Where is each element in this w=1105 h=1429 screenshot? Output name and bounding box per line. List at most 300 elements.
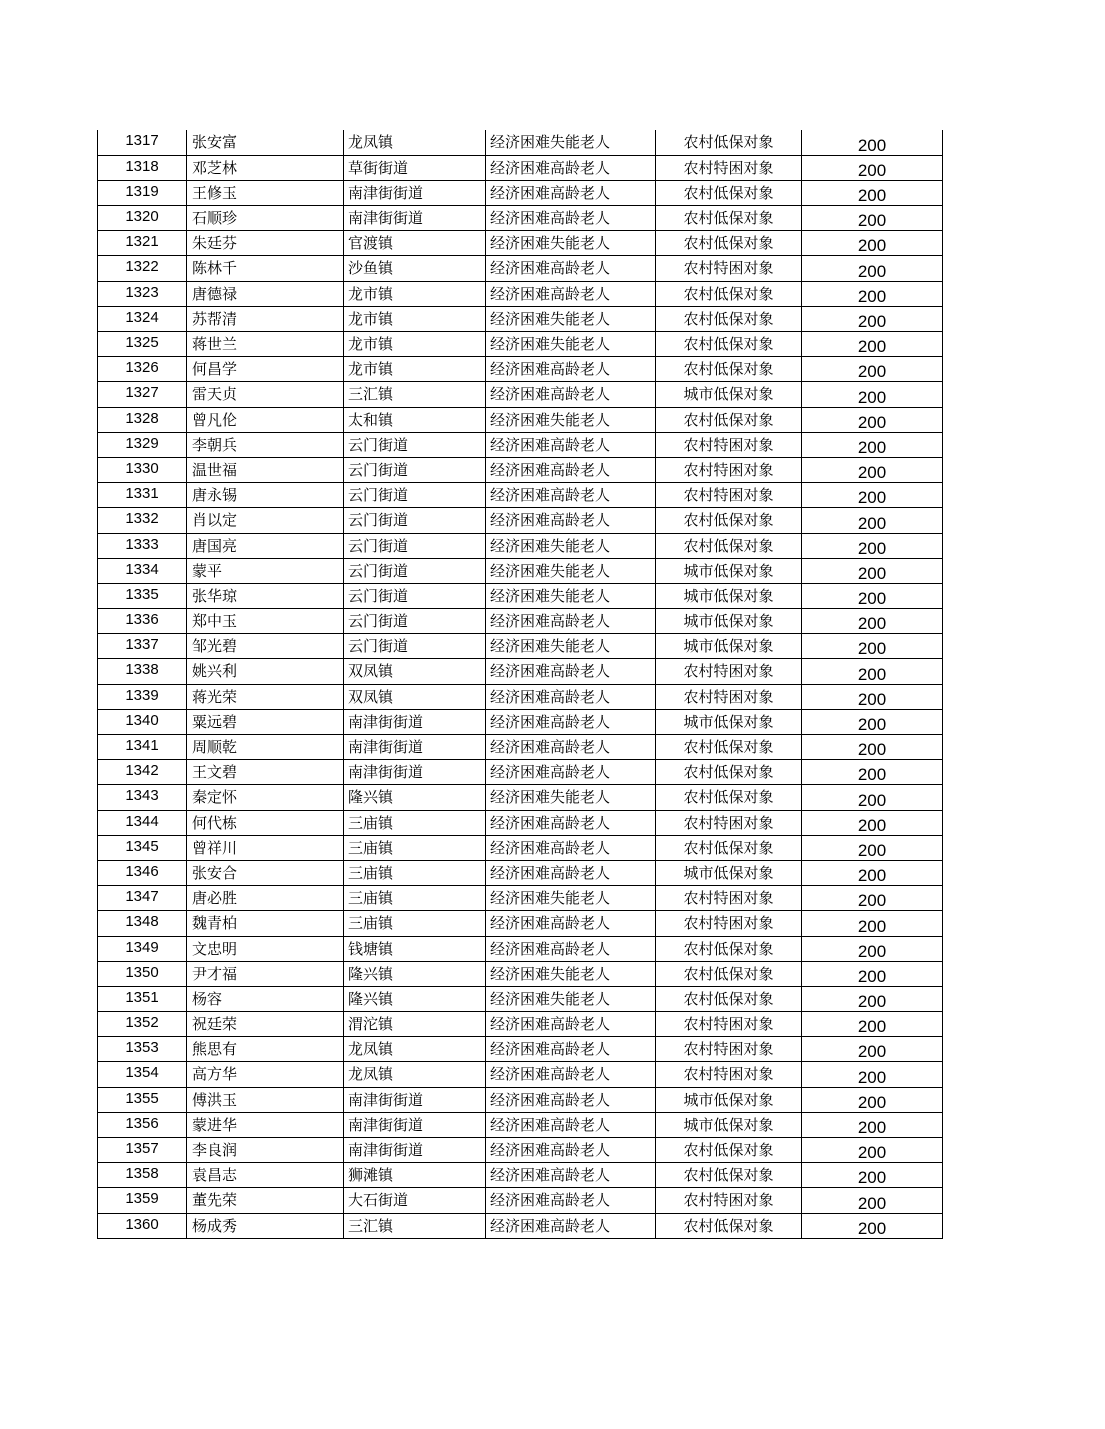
row-number-cell: 1330 [98,457,187,482]
row-number-cell: 1318 [98,155,187,180]
row-number-cell: 1346 [98,860,187,885]
town-cell: 云门街道 [344,432,486,457]
name-cell: 粟远碧 [187,709,344,734]
amount-cell: 200 [802,1138,943,1163]
type-cell: 城市低保对象 [656,634,802,659]
amount-cell: 200 [802,558,943,583]
type-cell: 农村低保对象 [656,785,802,810]
town-cell: 钱塘镇 [344,936,486,961]
table-row [98,432,943,457]
table-row [98,558,943,583]
town-cell: 隆兴镇 [344,986,486,1011]
type-cell: 农村低保对象 [656,130,802,155]
type-cell: 农村特困对象 [656,1062,802,1087]
type-cell: 农村特困对象 [656,483,802,508]
name-cell: 杨容 [187,986,344,1011]
category-cell: 经济困难高龄老人 [486,1037,656,1062]
name-cell: 杨成秀 [187,1213,344,1238]
name-cell: 文忠明 [187,936,344,961]
category-cell: 经济困难高龄老人 [486,760,656,785]
name-cell: 唐永锡 [187,483,344,508]
category-cell: 经济困难高龄老人 [486,382,656,407]
type-cell: 农村特困对象 [656,911,802,936]
town-cell: 狮滩镇 [344,1163,486,1188]
amount-cell: 200 [802,180,943,205]
row-number-cell: 1321 [98,231,187,256]
category-cell: 经济困难失能老人 [486,231,656,256]
row-number-cell: 1336 [98,609,187,634]
table-row [98,1188,943,1213]
amount-cell: 200 [802,281,943,306]
category-cell: 经济困难高龄老人 [486,483,656,508]
table-row [98,810,943,835]
name-cell: 何代栋 [187,810,344,835]
row-number-cell: 1323 [98,281,187,306]
row-number-cell: 1359 [98,1188,187,1213]
category-cell: 经济困难高龄老人 [486,256,656,281]
type-cell: 农村低保对象 [656,306,802,331]
name-cell: 张安合 [187,860,344,885]
amount-cell: 200 [802,508,943,533]
category-cell: 经济困难失能老人 [486,533,656,558]
row-number-cell: 1317 [98,130,187,155]
category-cell: 经济困难高龄老人 [486,735,656,760]
table-row [98,231,943,256]
town-cell: 云门街道 [344,508,486,533]
table-row [98,180,943,205]
town-cell: 三庙镇 [344,911,486,936]
table-row [98,206,943,231]
row-number-cell: 1343 [98,785,187,810]
category-cell: 经济困难高龄老人 [486,206,656,231]
town-cell: 云门街道 [344,457,486,482]
category-cell: 经济困难高龄老人 [486,659,656,684]
amount-cell: 200 [802,1213,943,1238]
amount-cell: 200 [802,1037,943,1062]
table-row [98,1163,943,1188]
category-cell: 经济困难高龄老人 [486,860,656,885]
type-cell: 农村低保对象 [656,332,802,357]
table-row [98,407,943,432]
town-cell: 隆兴镇 [344,785,486,810]
row-number-cell: 1335 [98,583,187,608]
town-cell: 云门街道 [344,583,486,608]
table-row [98,835,943,860]
town-cell: 南津街街道 [344,735,486,760]
row-number-cell: 1326 [98,357,187,382]
table-row [98,785,943,810]
town-cell: 三汇镇 [344,382,486,407]
name-cell: 祝廷荣 [187,1012,344,1037]
row-number-cell: 1354 [98,1062,187,1087]
type-cell: 农村低保对象 [656,835,802,860]
amount-cell: 200 [802,886,943,911]
category-cell: 经济困难失能老人 [486,785,656,810]
row-number-cell: 1339 [98,684,187,709]
amount-cell: 200 [802,785,943,810]
type-cell: 城市低保对象 [656,1087,802,1112]
row-number-cell: 1319 [98,180,187,205]
row-number-cell: 1356 [98,1112,187,1137]
name-cell: 蒋世兰 [187,332,344,357]
table-row [98,911,943,936]
table-row [98,860,943,885]
row-number-cell: 1320 [98,206,187,231]
row-number-cell: 1334 [98,558,187,583]
amount-cell: 200 [802,1112,943,1137]
table-row [98,961,943,986]
category-cell: 经济困难高龄老人 [486,709,656,734]
type-cell: 农村低保对象 [656,281,802,306]
category-cell: 经济困难高龄老人 [486,1012,656,1037]
name-cell: 袁昌志 [187,1163,344,1188]
row-number-cell: 1329 [98,432,187,457]
type-cell: 农村特困对象 [656,457,802,482]
table-row [98,1112,943,1137]
town-cell: 草街街道 [344,155,486,180]
town-cell: 龙凤镇 [344,130,486,155]
table-row [98,130,943,155]
name-cell: 蒙平 [187,558,344,583]
type-cell: 农村低保对象 [656,357,802,382]
category-cell: 经济困难失能老人 [486,886,656,911]
amount-cell: 200 [802,659,943,684]
type-cell: 农村低保对象 [656,735,802,760]
category-cell: 经济困难失能老人 [486,306,656,331]
type-cell: 农村低保对象 [656,986,802,1011]
amount-cell: 200 [802,155,943,180]
row-number-cell: 1348 [98,911,187,936]
amount-cell: 200 [802,457,943,482]
town-cell: 云门街道 [344,533,486,558]
amount-cell: 200 [802,1062,943,1087]
category-cell: 经济困难失能老人 [486,332,656,357]
type-cell: 农村低保对象 [656,533,802,558]
name-cell: 唐德禄 [187,281,344,306]
table-row [98,1087,943,1112]
amount-cell: 200 [802,860,943,885]
type-cell: 农村特困对象 [656,1012,802,1037]
name-cell: 石顺珍 [187,206,344,231]
type-cell: 城市低保对象 [656,382,802,407]
row-number-cell: 1342 [98,760,187,785]
name-cell: 王修玉 [187,180,344,205]
row-number-cell: 1352 [98,1012,187,1037]
town-cell: 云门街道 [344,558,486,583]
category-cell: 经济困难高龄老人 [486,911,656,936]
amount-cell: 200 [802,1087,943,1112]
table-row [98,886,943,911]
type-cell: 城市低保对象 [656,1112,802,1137]
town-cell: 云门街道 [344,634,486,659]
name-cell: 唐必胜 [187,886,344,911]
type-cell: 农村特困对象 [656,684,802,709]
name-cell: 李良润 [187,1138,344,1163]
name-cell: 朱廷芬 [187,231,344,256]
amount-cell: 200 [802,332,943,357]
category-cell: 经济困难失能老人 [486,583,656,608]
category-cell: 经济困难高龄老人 [486,1163,656,1188]
row-number-cell: 1338 [98,659,187,684]
town-cell: 南津街街道 [344,180,486,205]
category-cell: 经济困难高龄老人 [486,180,656,205]
name-cell: 高方华 [187,1062,344,1087]
category-cell: 经济困难失能老人 [486,130,656,155]
table-row [98,659,943,684]
row-number-cell: 1341 [98,735,187,760]
name-cell: 王文碧 [187,760,344,785]
table-row [98,457,943,482]
table-row [98,1062,943,1087]
type-cell: 农村低保对象 [656,508,802,533]
town-cell: 太和镇 [344,407,486,432]
category-cell: 经济困难高龄老人 [486,357,656,382]
table-row [98,1213,943,1238]
type-cell: 农村低保对象 [656,180,802,205]
category-cell: 经济困难高龄老人 [486,835,656,860]
town-cell: 南津街街道 [344,709,486,734]
town-cell: 龙市镇 [344,332,486,357]
table-row [98,256,943,281]
amount-cell: 200 [802,936,943,961]
category-cell: 经济困难高龄老人 [486,432,656,457]
category-cell: 经济困难高龄老人 [486,1213,656,1238]
town-cell: 云门街道 [344,609,486,634]
table-row [98,533,943,558]
town-cell: 南津街街道 [344,1112,486,1137]
town-cell: 三汇镇 [344,1213,486,1238]
town-cell: 沙鱼镇 [344,256,486,281]
row-number-cell: 1332 [98,508,187,533]
row-number-cell: 1322 [98,256,187,281]
category-cell: 经济困难高龄老人 [486,810,656,835]
category-cell: 经济困难失能老人 [486,634,656,659]
table-row [98,508,943,533]
category-cell: 经济困难失能老人 [486,961,656,986]
amount-cell: 200 [802,810,943,835]
amount-cell: 200 [802,130,943,155]
document-page [97,130,943,1239]
town-cell: 龙凤镇 [344,1062,486,1087]
town-cell: 龙市镇 [344,306,486,331]
category-cell: 经济困难高龄老人 [486,457,656,482]
name-cell: 邓芝林 [187,155,344,180]
town-cell: 龙凤镇 [344,1037,486,1062]
table-row [98,684,943,709]
amount-cell: 200 [802,306,943,331]
row-number-cell: 1331 [98,483,187,508]
table-row [98,986,943,1011]
amount-cell: 200 [802,684,943,709]
type-cell: 城市低保对象 [656,609,802,634]
category-cell: 经济困难高龄老人 [486,1087,656,1112]
amount-cell: 200 [802,986,943,1011]
type-cell: 农村低保对象 [656,1163,802,1188]
row-number-cell: 1345 [98,835,187,860]
amount-cell: 200 [802,583,943,608]
type-cell: 城市低保对象 [656,860,802,885]
table-row [98,609,943,634]
name-cell: 李朝兵 [187,432,344,457]
town-cell: 云门街道 [344,483,486,508]
subsidy-table [97,130,943,1239]
town-cell: 南津街街道 [344,1138,486,1163]
town-cell: 南津街街道 [344,1087,486,1112]
town-cell: 三庙镇 [344,810,486,835]
table-row [98,634,943,659]
table-row [98,735,943,760]
type-cell: 农村低保对象 [656,206,802,231]
table-row [98,583,943,608]
row-number-cell: 1357 [98,1138,187,1163]
category-cell: 经济困难高龄老人 [486,684,656,709]
category-cell: 经济困难高龄老人 [486,1138,656,1163]
name-cell: 雷天贞 [187,382,344,407]
type-cell: 农村低保对象 [656,961,802,986]
row-number-cell: 1327 [98,382,187,407]
type-cell: 农村特困对象 [656,432,802,457]
town-cell: 官渡镇 [344,231,486,256]
table-row [98,1012,943,1037]
name-cell: 蒙进华 [187,1112,344,1137]
table-row [98,306,943,331]
amount-cell: 200 [802,634,943,659]
type-cell: 农村特困对象 [656,1037,802,1062]
name-cell: 姚兴利 [187,659,344,684]
name-cell: 曾凡伦 [187,407,344,432]
amount-cell: 200 [802,483,943,508]
amount-cell: 200 [802,1163,943,1188]
table-row [98,760,943,785]
amount-cell: 200 [802,1012,943,1037]
row-number-cell: 1340 [98,709,187,734]
town-cell: 大石街道 [344,1188,486,1213]
town-cell: 渭沱镇 [344,1012,486,1037]
row-number-cell: 1325 [98,332,187,357]
amount-cell: 200 [802,256,943,281]
amount-cell: 200 [802,609,943,634]
name-cell: 熊思有 [187,1037,344,1062]
type-cell: 农村特困对象 [656,155,802,180]
category-cell: 经济困难失能老人 [486,558,656,583]
amount-cell: 200 [802,407,943,432]
town-cell: 南津街街道 [344,760,486,785]
type-cell: 农村低保对象 [656,760,802,785]
table-row [98,332,943,357]
name-cell: 邹光碧 [187,634,344,659]
type-cell: 农村特困对象 [656,659,802,684]
town-cell: 三庙镇 [344,886,486,911]
amount-cell: 200 [802,1188,943,1213]
amount-cell: 200 [802,835,943,860]
type-cell: 农村特困对象 [656,810,802,835]
row-number-cell: 1347 [98,886,187,911]
table-body [98,130,943,1238]
type-cell: 农村低保对象 [656,1138,802,1163]
row-number-cell: 1360 [98,1213,187,1238]
town-cell: 三庙镇 [344,860,486,885]
amount-cell: 200 [802,911,943,936]
row-number-cell: 1333 [98,533,187,558]
type-cell: 农村低保对象 [656,1213,802,1238]
category-cell: 经济困难高龄老人 [486,155,656,180]
row-number-cell: 1337 [98,634,187,659]
amount-cell: 200 [802,206,943,231]
table-row [98,709,943,734]
row-number-cell: 1328 [98,407,187,432]
category-cell: 经济困难高龄老人 [486,508,656,533]
name-cell: 蒋光荣 [187,684,344,709]
category-cell: 经济困难失能老人 [486,407,656,432]
town-cell: 双凤镇 [344,659,486,684]
town-cell: 龙市镇 [344,281,486,306]
amount-cell: 200 [802,357,943,382]
town-cell: 双凤镇 [344,684,486,709]
name-cell: 魏青柏 [187,911,344,936]
row-number-cell: 1350 [98,961,187,986]
name-cell: 何昌学 [187,357,344,382]
row-number-cell: 1351 [98,986,187,1011]
type-cell: 农村特困对象 [656,886,802,911]
amount-cell: 200 [802,432,943,457]
category-cell: 经济困难高龄老人 [486,936,656,961]
name-cell: 张华琼 [187,583,344,608]
row-number-cell: 1358 [98,1163,187,1188]
amount-cell: 200 [802,760,943,785]
amount-cell: 200 [802,735,943,760]
amount-cell: 200 [802,961,943,986]
table-row [98,357,943,382]
name-cell: 郑中玉 [187,609,344,634]
type-cell: 城市低保对象 [656,558,802,583]
name-cell: 陈林千 [187,256,344,281]
name-cell: 唐国亮 [187,533,344,558]
name-cell: 肖以定 [187,508,344,533]
row-number-cell: 1324 [98,306,187,331]
name-cell: 曾祥川 [187,835,344,860]
name-cell: 董先荣 [187,1188,344,1213]
row-number-cell: 1355 [98,1087,187,1112]
category-cell: 经济困难高龄老人 [486,281,656,306]
type-cell: 农村特困对象 [656,256,802,281]
table-row [98,936,943,961]
type-cell: 农村特困对象 [656,1188,802,1213]
name-cell: 尹才福 [187,961,344,986]
town-cell: 隆兴镇 [344,961,486,986]
name-cell: 温世福 [187,457,344,482]
town-cell: 南津街街道 [344,206,486,231]
type-cell: 农村低保对象 [656,407,802,432]
row-number-cell: 1349 [98,936,187,961]
table-row [98,281,943,306]
name-cell: 苏帮清 [187,306,344,331]
row-number-cell: 1353 [98,1037,187,1062]
type-cell: 农村低保对象 [656,231,802,256]
category-cell: 经济困难高龄老人 [486,609,656,634]
name-cell: 张安富 [187,130,344,155]
amount-cell: 200 [802,231,943,256]
category-cell: 经济困难高龄老人 [486,1112,656,1137]
name-cell: 秦定怀 [187,785,344,810]
table-row [98,1037,943,1062]
type-cell: 城市低保对象 [656,709,802,734]
type-cell: 农村低保对象 [656,936,802,961]
category-cell: 经济困难高龄老人 [486,1188,656,1213]
type-cell: 城市低保对象 [656,583,802,608]
town-cell: 龙市镇 [344,357,486,382]
amount-cell: 200 [802,382,943,407]
table-row [98,483,943,508]
